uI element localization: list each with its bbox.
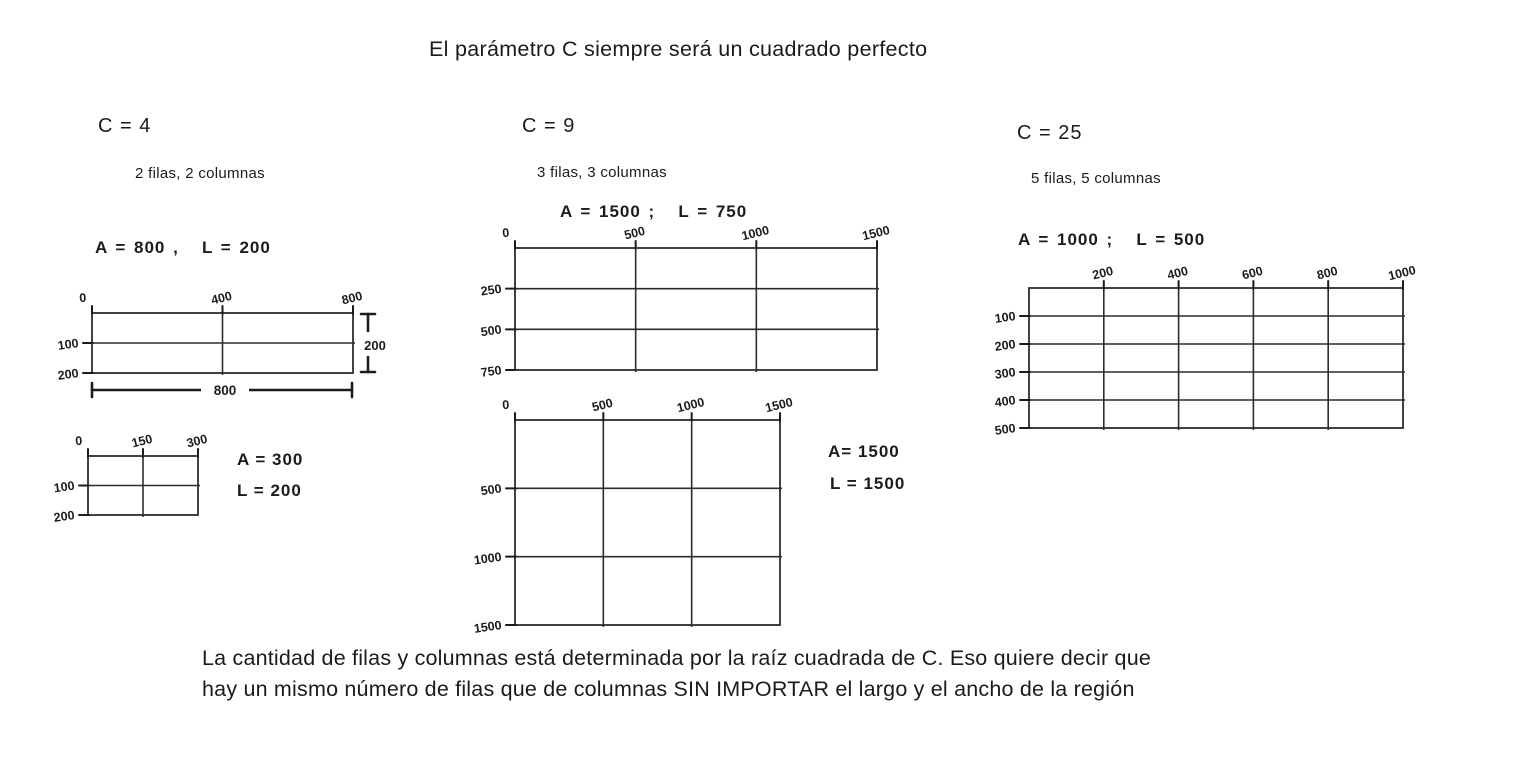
y-tick-label: 200 xyxy=(56,366,80,383)
x-tick-label: 1500 xyxy=(860,222,892,244)
x-tick-label: 200 xyxy=(1091,263,1115,283)
x-tick-label: 800 xyxy=(1315,263,1340,283)
grid-g5 xyxy=(994,263,1417,438)
x-tick-label: 600 xyxy=(1240,263,1265,283)
section-c25-param: C = 25 xyxy=(1017,122,1083,144)
grid4-area-label: A= 1500 xyxy=(828,442,900,461)
y-tick-label: 400 xyxy=(993,393,1017,410)
x-tick-label: 0 xyxy=(74,433,83,449)
footer-line-1: La cantidad de filas y columnas está determinada por la raíz cuadrada de C. Eso quiere decir que xyxy=(202,646,1152,670)
x-tick-label: 1000 xyxy=(1386,262,1418,284)
y-tick-label: 250 xyxy=(479,281,503,299)
x-tick-label: 0 xyxy=(78,290,87,306)
section-c9-formula: A = 1500 ; L = 750 xyxy=(560,202,748,221)
grid-g4 xyxy=(473,395,794,636)
x-tick-label: 400 xyxy=(209,288,234,308)
y-tick-label: 200 xyxy=(52,508,76,525)
section-c4-subtitle: 2 filas, 2 columnas xyxy=(135,165,265,182)
x-tick-label: 500 xyxy=(590,395,615,415)
grid-g2 xyxy=(53,432,209,525)
width-dim-label: 800 xyxy=(213,383,237,398)
x-tick-label: 300 xyxy=(185,431,209,451)
y-tick-label: 1000 xyxy=(472,549,503,568)
y-tick-label: 100 xyxy=(52,478,76,496)
grid4-length-label: L = 1500 xyxy=(830,474,906,493)
x-tick-label: 0 xyxy=(501,397,510,413)
section-c25-subtitle: 5 filas, 5 columnas xyxy=(1031,170,1161,187)
height-dim-label: 200 xyxy=(364,338,386,353)
grid1-dimensions xyxy=(92,314,386,399)
x-tick-label: 150 xyxy=(130,431,154,451)
section-c4-formula: A = 800 , L = 200 xyxy=(95,238,271,257)
y-tick-label: 200 xyxy=(993,337,1017,354)
y-tick-label: 750 xyxy=(479,363,503,380)
section-c4-param: C = 4 xyxy=(98,115,152,137)
x-tick-label: 800 xyxy=(340,288,364,308)
section-c9-param: C = 9 xyxy=(522,115,576,137)
y-tick-label: 100 xyxy=(993,309,1017,326)
grid-g3 xyxy=(480,223,891,380)
y-tick-label: 500 xyxy=(479,481,503,499)
grid-g1 xyxy=(57,289,364,383)
footer-line-2: hay un mismo número de filas que de columnas SIN IMPORTAR el largo y el ancho de la región xyxy=(202,677,1135,701)
x-tick-label: 400 xyxy=(1165,263,1190,283)
x-tick-label: 0 xyxy=(501,225,510,241)
y-tick-label: 500 xyxy=(993,421,1017,438)
grid-outline xyxy=(515,248,877,370)
y-tick-label: 100 xyxy=(56,336,80,353)
section-c25-formula: A = 1000 ; L = 500 xyxy=(1018,230,1206,249)
grid2-length-label: L = 200 xyxy=(237,481,302,500)
y-tick-label: 300 xyxy=(993,365,1017,382)
x-tick-label: 500 xyxy=(622,223,647,243)
section-c9-subtitle: 3 filas, 3 columnas xyxy=(537,164,667,181)
grid-outline xyxy=(515,420,780,625)
x-tick-label: 1000 xyxy=(740,222,771,244)
x-tick-label: 1500 xyxy=(763,394,795,416)
page-title: El parámetro C siempre será un cuadrado perfecto xyxy=(429,37,928,61)
x-tick-label: 1000 xyxy=(675,394,706,416)
grid2-area-label: A = 300 xyxy=(237,450,304,469)
y-tick-label: 1500 xyxy=(472,618,503,636)
y-tick-label: 500 xyxy=(479,322,503,340)
grid-outline xyxy=(1029,288,1403,428)
